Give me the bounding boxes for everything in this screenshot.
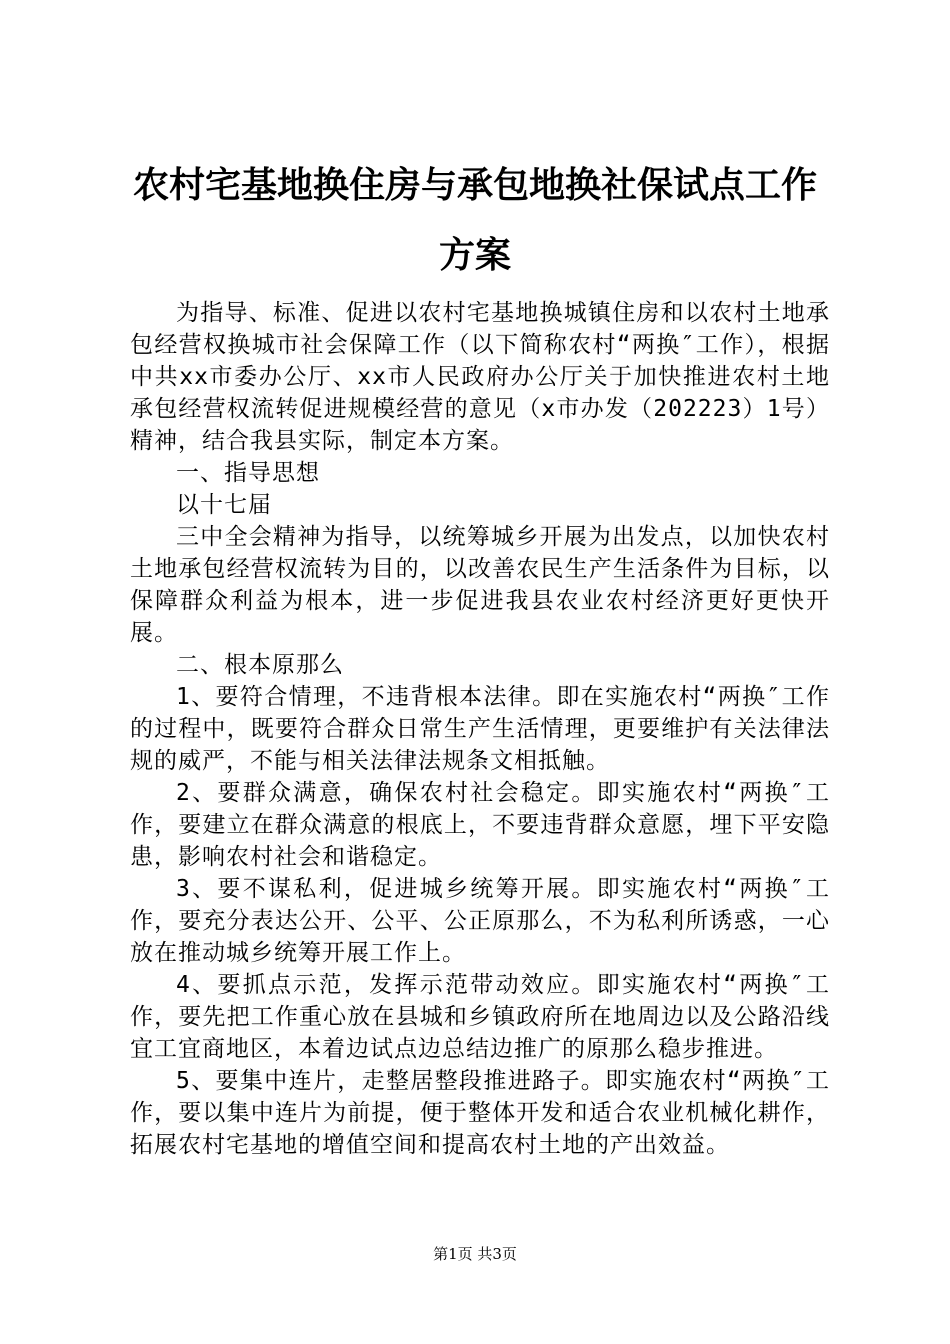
principle-4-paragraph: 4、要抓点示范，发挥示范带动效应。即实施农村“两换″工作，要先把工作重心放在县城和乡镇政府所在地周边以及公路沿线宜工宜商地区，本着边试点边总结边推广的原那么稳步推进。 — [130, 972, 830, 1062]
intro-paragraph: 为指导、标准、促进以农村宅基地换城镇住房和以农村土地承包经营权换城市社会保障工作（以下简称农村“两换″工作），根据中共xx市委办公厅、xx市人民政府办公厅关于加快推进农村土地承包经营权流转促进规模经营的意见（x市办发（202223）1号）精神，结合我县实际，制定本方案。 — [130, 300, 830, 454]
principle-3-paragraph: 3、要不谋私利，促进城乡统筹开展。即实施农村“两换″工作，要充分表达公开、公平、公正原那么，不为私利所诱惑，一心放在推动城乡统筹开展工作上。 — [130, 876, 830, 966]
document-title: 农村宅基地换住房与承包地换社保试点工作方案 — [132, 164, 817, 276]
guiding-ideology-paragraph: 三中全会精神为指导，以统筹城乡开展为出发点，以加快农村土地承包经营权流转为目的，以改善农民生产生活条件为目标，以保障群众利益为根本，进一步促进我县农业农村经济更好更快开展。 — [130, 524, 830, 646]
section-heading-basic-principles: 二、根本原那么 — [176, 652, 344, 678]
section-heading-guiding-ideology: 一、指导思想 — [176, 460, 320, 486]
paragraph-fragment: 以十七届 — [176, 492, 272, 518]
document-body — [130, 297, 830, 1161]
principle-5-paragraph: 5、要集中连片，走整居整段推进路子。即实施农村“两换″工作，要以集中连片为前提，便于整体开发和适合农业机械化耕作，拓展农村宅基地的增值空间和提高农村土地的产出效益。 — [130, 1068, 830, 1158]
principle-1-paragraph: 1、要符合情理，不违背根本法律。即在实施农村“两换″工作的过程中，既要符合群众日常生产生活情理，更要维护有关法律法规的威严，不能与相关法律法规条文相抵触。 — [130, 684, 830, 774]
principle-2-paragraph: 2、要群众满意，确保农村社会稳定。即实施农村“两换″工作，要建立在群众满意的根底上，不要违背群众意愿，埋下平安隐患，影响农村社会和谐稳定。 — [130, 780, 830, 870]
page-number-footer: 第1页 共3页 — [433, 1245, 517, 1263]
